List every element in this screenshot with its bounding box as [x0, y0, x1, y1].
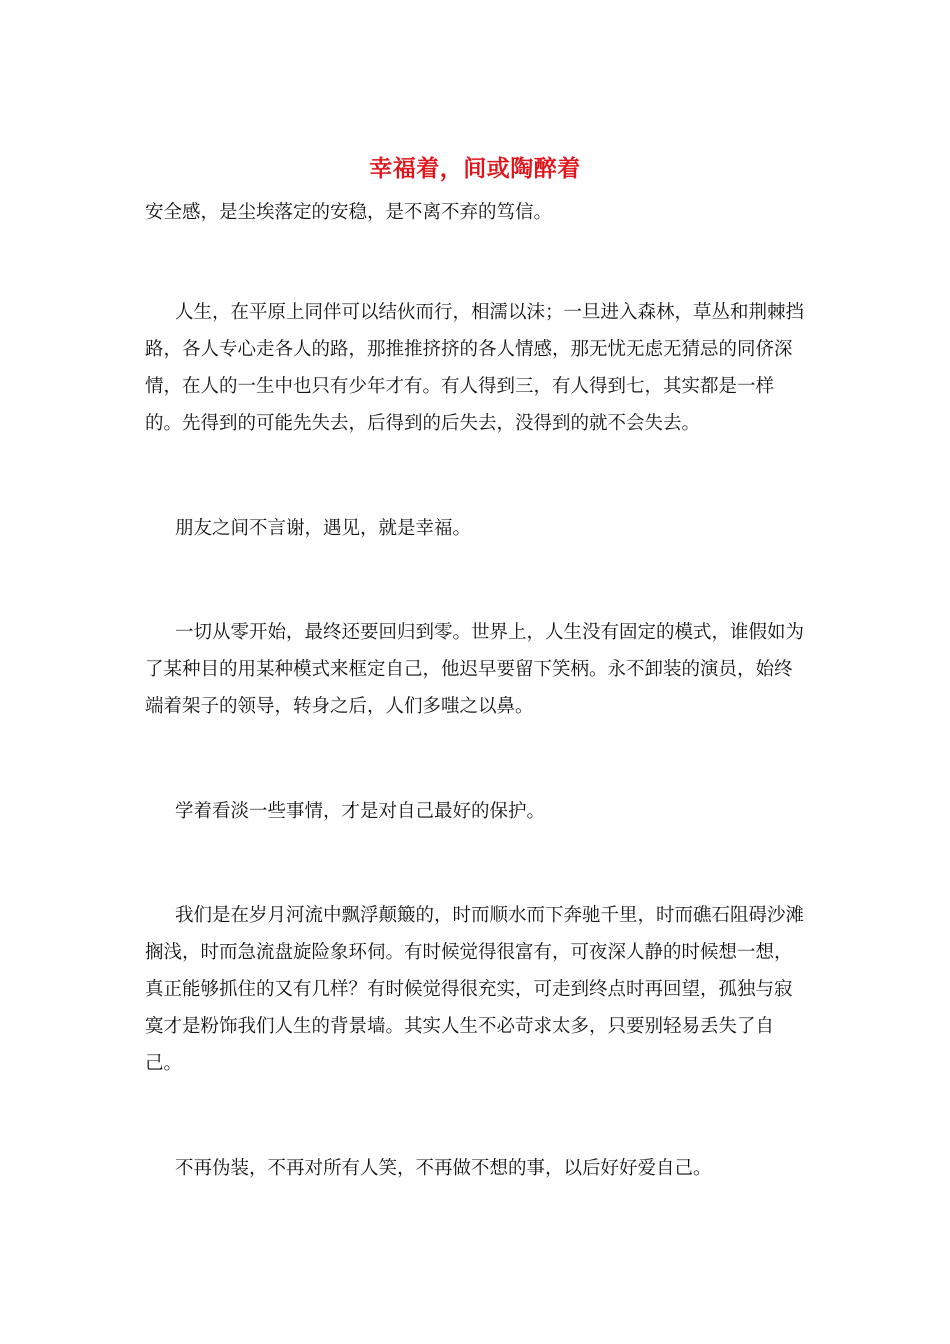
paragraph-3: 朋友之间不言谢，遇见，就是幸福。 [175, 518, 472, 539]
paragraph-2: 人生，在平原上同伴可以结伙而行，相濡以沫；一旦进入森林，草丛和荆棘挡路，各人专心走各人的路，那推推挤挤的各人情感，那无忧无虑无猜忌的同侪深情，在人的一生中也只有少年才有。有人得到三，有人得到七，其实都是一样的。先得到的可能先失去，后得到的后失去，没得到的就不会失去。 [145, 302, 805, 434]
paragraph-4: 一切从零开始，最终还要回归到零。世界上，人生没有固定的模式，谁假如为了某种目的用某种模式来框定自己，他迟早要留下笑柄。永不卸装的演员，始终端着架子的领导，转身之后，人们多嗤之以鼻。 [145, 622, 805, 717]
document-title: 幸福着，间或陶醉着 [369, 155, 581, 182]
paragraph-7: 不再伪装，不再对所有人笑，不再做不想的事，以后好好爱自己。 [175, 1158, 712, 1179]
paragraph-6: 我们是在岁月河流中飘浮颠簸的，时而顺水而下奔驰千里，时而礁石阻碍沙滩搁浅，时而急流盘旋险象环伺。有时候觉得很富有，可夜深人静的时候想一想，真正能够抓住的又有几样？有时候觉得很充实，可走到终点时再回望，孤独与寂寞才是粉饰我们人生的背景墙。其实人生不必苛求太多，只要别轻易丢失了自己。 [145, 905, 805, 1074]
paragraph-1: 安全感，是尘埃落定的安稳，是不离不弃的笃信。 [145, 202, 553, 223]
paragraph-5: 学着看淡一些事情，才是对自己最好的保护。 [175, 801, 546, 822]
